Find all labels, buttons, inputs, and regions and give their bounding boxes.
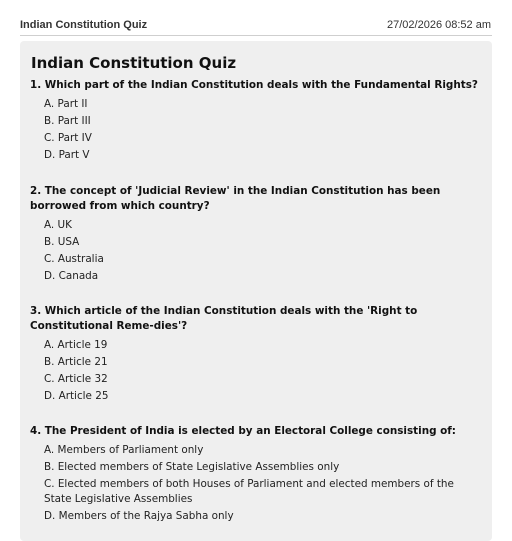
question-text: 4. The President of India is elected by an Electoral College consisting of: [30,425,456,437]
option-list [44,97,482,163]
option-label: B. Article 21 [44,356,108,368]
option-list [44,218,482,284]
option-item[interactable] [44,338,482,353]
option-label: D. Article 25 [44,390,109,402]
option-item[interactable] [44,460,482,475]
option-item[interactable] [44,477,482,507]
quiz-title: Indian Constitution Quiz [31,54,237,72]
option-item[interactable] [44,509,482,524]
option-item[interactable] [44,269,482,284]
option-item[interactable] [44,148,482,163]
option-label: A. Members of Parliament only [44,444,204,456]
header-title: Indian Constitution Quiz [20,19,148,31]
option-label: C. Elected members of both Houses of Parliament and elected members of the State Legislative Assemblies [44,478,454,505]
question-3 [30,304,482,406]
question-text: 1. Which part of the Indian Constitution deals with the Fundamental Rights? [30,79,478,91]
option-item[interactable] [44,355,482,370]
option-item[interactable] [44,389,482,404]
header-timestamp: 27/02/2026 08:52 am [387,19,491,31]
option-item[interactable] [44,114,482,129]
option-label: D. Part V [44,149,90,161]
option-item[interactable] [44,372,482,387]
option-item[interactable] [44,235,482,250]
option-label: B. USA [44,236,80,248]
option-item[interactable] [44,218,482,233]
option-label: C. Australia [44,253,104,265]
question-4 [30,424,482,526]
option-item[interactable] [44,131,482,146]
question-text: 2. The concept of 'Judicial Review' in the Indian Constitution has been borrowed from which country? [30,185,441,212]
option-label: A. UK [44,219,72,231]
option-label: A. Article 19 [44,339,108,351]
option-label: D. Canada [44,270,99,282]
option-label: C. Part IV [44,132,92,144]
option-label: B. Part III [44,115,91,127]
option-list [44,338,482,404]
option-label: C. Article 32 [44,373,108,385]
option-label: A. Part II [44,98,88,110]
option-label: B. Elected members of State Legislative Assemblies only [44,461,340,473]
option-item[interactable] [44,252,482,267]
option-item[interactable] [44,443,482,458]
question-1 [30,78,482,165]
question-text: 3. Which article of the Indian Constitution deals with the 'Right to Constitutional Reme-dies'? [30,305,418,332]
page-header [20,0,492,36]
option-item[interactable] [44,97,482,112]
option-label: D. Members of the Rajya Sabha only [44,510,234,522]
quiz-card [20,41,492,541]
question-2 [30,184,482,286]
